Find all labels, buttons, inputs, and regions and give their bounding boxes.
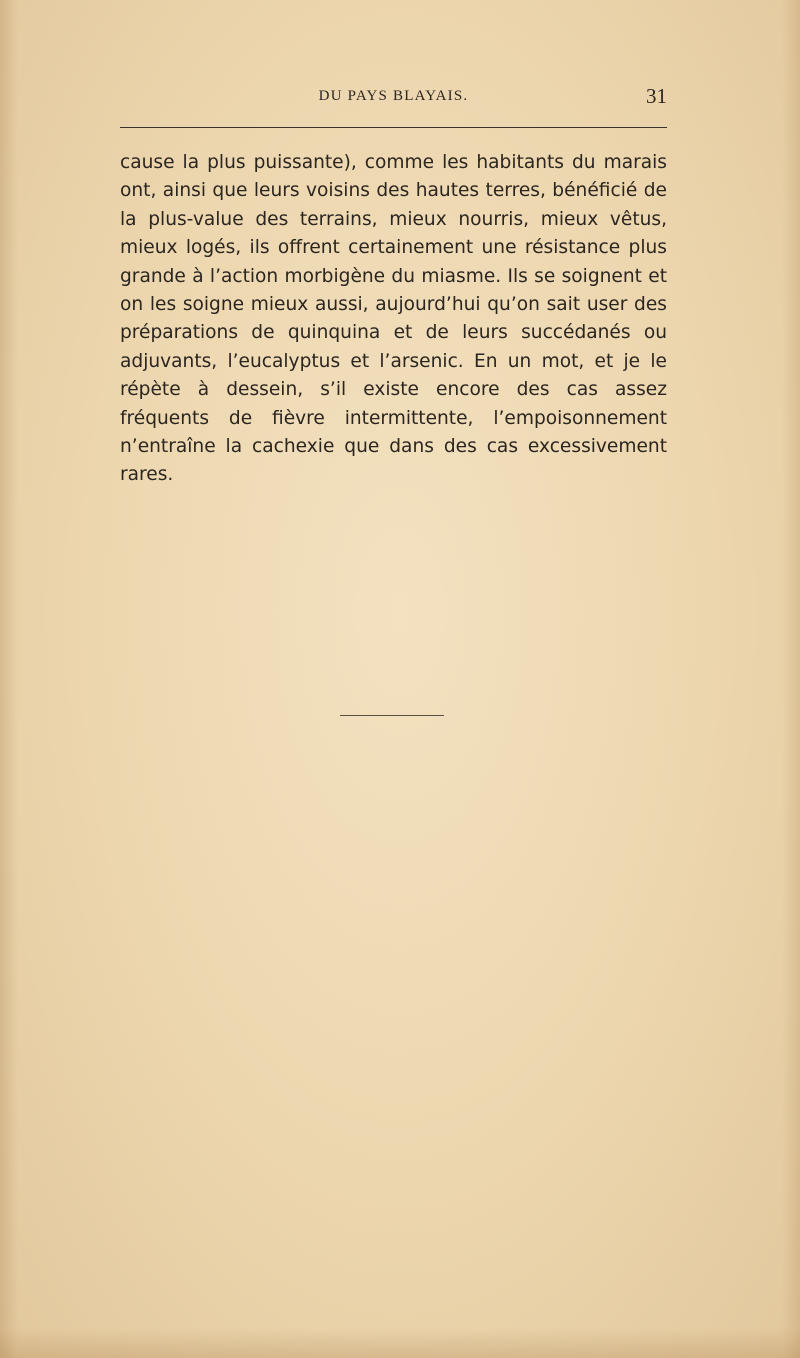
page-shadow-right: [782, 0, 800, 1358]
page-shadow-left: [0, 0, 18, 1358]
header-rule: [120, 127, 667, 128]
section-end-rule: [340, 715, 444, 716]
body-paragraph: cause la plus puissante), comme les habitants du marais ont, ainsi que leurs voisins des hautes terres, bénéficié de la plus-value des terrains, mieux nourris, mieux vêtus, mieux logés, ils offrent certainement une résistance plus grande à l’action morbigène du miasme. Ils se soignent et on les soigne mieux aussi, aujourd’hui qu’on sait user des préparations de quinquina et de leurs succédanés ou adjuvants, l’eucalyptus et l’arsenic. En un mot, et je le répète à dessein, s’il existe encore des cas assez fréquents de fièvre intermittente, l’empoisonnement n’entraîne la cachexie que dans des cas excessivement rares.: [120, 152, 667, 486]
running-header: [120, 84, 667, 114]
page-number: 31: [646, 84, 667, 108]
running-title: DU PAYS BLAYAIS.: [318, 88, 469, 104]
page-bottom-edge: [0, 1328, 800, 1358]
